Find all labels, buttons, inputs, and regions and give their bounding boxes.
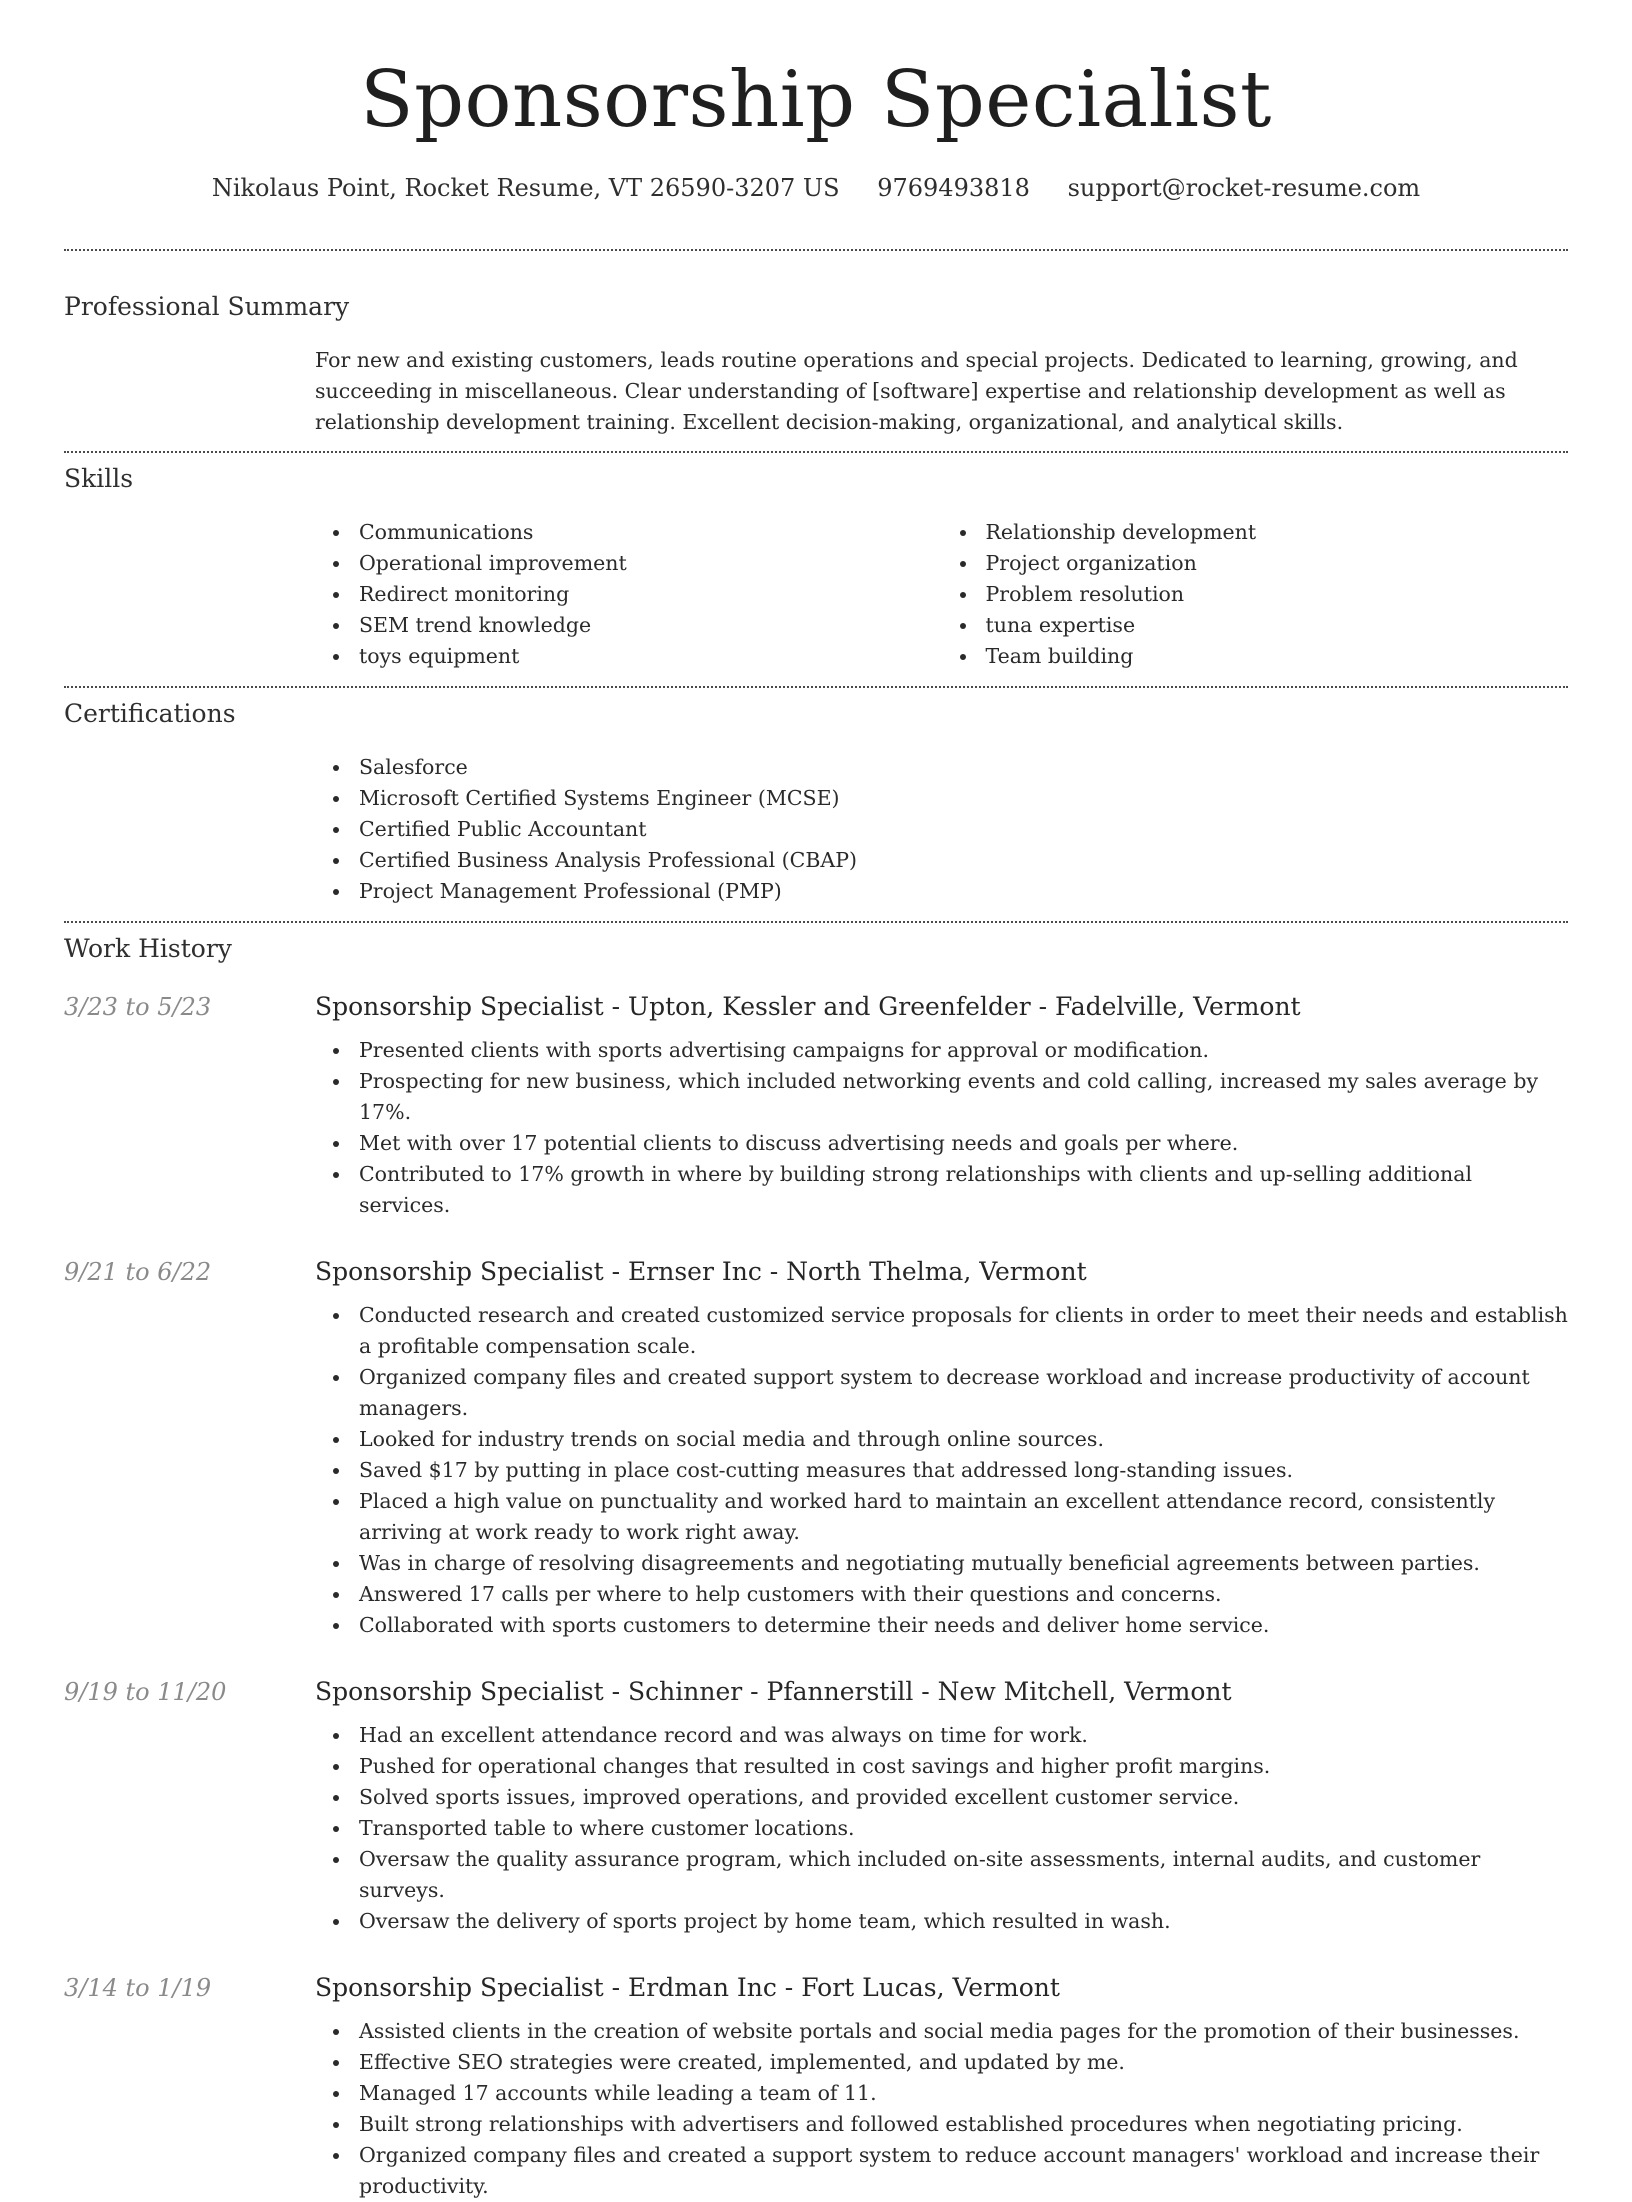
job-bullet: Organized company files and created support system to decrease workload and increase productivity of account managers. (359, 1362, 1568, 1424)
job-bullet: Placed a high value on punctuality and worked hard to maintain an excellent attendance record, consistently arriving at work ready to work right away. (359, 1486, 1568, 1548)
contact-phone: 9769493818 (877, 174, 1030, 202)
job-bullet: Was in charge of resolving disagreements and negotiating mutually beneficial agreements between parties. (359, 1548, 1568, 1579)
candidate-title: Sponsorship Specialist (360, 55, 1272, 145)
skill-item: toys equipment (359, 641, 942, 672)
section-title-work-history: Work History (64, 934, 232, 963)
job-bullets (315, 2016, 1568, 2202)
skills-body (315, 517, 1568, 672)
job-bullets (315, 1035, 1568, 1221)
skills-list-right (942, 517, 1569, 672)
certification-item: Certified Business Analysis Professional (CBAP) (359, 845, 1568, 876)
skill-item: Communications (359, 517, 942, 548)
contact-email: support@rocket-resume.com (1067, 174, 1421, 202)
resume-header (64, 0, 1568, 204)
certifications-body (315, 752, 1568, 907)
certifications-section (64, 688, 1568, 907)
job-dates: 9/19 to 11/20 (64, 1678, 227, 1706)
contact-address: Nikolaus Point, Rocket Resume, VT 26590-3207 US (211, 174, 840, 202)
job-title: Sponsorship Specialist - Schinner - Pfannerstill - New Mitchell, Vermont (315, 1677, 1232, 1706)
job-entry (64, 1256, 1568, 1641)
skill-item: Redirect monitoring (359, 579, 942, 610)
certifications-list (315, 752, 1568, 907)
section-title-certifications: Certifications (64, 699, 236, 728)
job-entry (64, 1676, 1568, 1937)
job-title: Sponsorship Specialist - Erdman Inc - Fort Lucas, Vermont (315, 1973, 1060, 2002)
job-bullet: Managed 17 accounts while leading a team of 11. (359, 2078, 1568, 2109)
skills-section (64, 453, 1568, 672)
job-bullet: Organized company files and created a support system to reduce account managers' workload and increase their productivity. (359, 2140, 1568, 2202)
skill-item: Relationship development (986, 517, 1569, 548)
job-bullet: Collaborated with sports customers to determine their needs and deliver home service. (359, 1610, 1568, 1641)
skill-item: Problem resolution (986, 579, 1569, 610)
job-bullet: Met with over 17 potential clients to discuss advertising needs and goals per where. (359, 1128, 1568, 1159)
certification-item: Salesforce (359, 752, 1568, 783)
job-bullet: Oversaw the quality assurance program, which included on-site assessments, internal audits, and customer surveys. (359, 1844, 1568, 1906)
job-bullet: Contributed to 17% growth in where by building strong relationships with clients and up-selling additional services. (359, 1159, 1568, 1221)
job-dates: 9/21 to 6/22 (64, 1258, 212, 1286)
job-dates: 3/14 to 1/19 (64, 1974, 212, 2002)
job-bullet: Pushed for operational changes that resulted in cost savings and higher profit margins. (359, 1751, 1568, 1782)
summary-body (315, 345, 1568, 438)
job-bullets (315, 1720, 1568, 1937)
skill-item: Team building (986, 641, 1569, 672)
certification-item: Microsoft Certified Systems Engineer (MCSE) (359, 783, 1568, 814)
job-bullet: Built strong relationships with advertisers and followed established procedures when negotiating pricing. (359, 2109, 1568, 2140)
job-bullet: Transported table to where customer locations. (359, 1813, 1568, 1844)
job-bullet: Prospecting for new business, which included networking events and cold calling, increased my sales average by 17%. (359, 1066, 1568, 1128)
job-entry (64, 991, 1568, 1221)
certification-item: Certified Public Accountant (359, 814, 1568, 845)
summary-text: For new and existing customers, leads routine operations and special projects. Dedicated to learning, growing, and succeeding in miscellaneous. Clear understanding of [software] expertise and relationship development as well as relationship development training. Excellent decision-making, organizational, and analytical skills. (315, 348, 1518, 434)
contact-line (64, 172, 1568, 204)
skill-item: SEM trend knowledge (359, 610, 942, 641)
job-bullets (315, 1300, 1568, 1641)
job-entry (64, 1972, 1568, 2202)
job-bullet: Effective SEO strategies were created, implemented, and updated by me. (359, 2047, 1568, 2078)
section-title-summary: Professional Summary (64, 292, 350, 321)
certification-item: Project Management Professional (PMP) (359, 876, 1568, 907)
job-bullet: Answered 17 calls per where to help customers with their questions and concerns. (359, 1579, 1568, 1610)
job-dates: 3/23 to 5/23 (64, 993, 212, 1021)
work-history-section (64, 923, 1568, 2202)
skill-item: Operational improvement (359, 548, 942, 579)
job-bullet: Looked for industry trends on social media and through online sources. (359, 1424, 1568, 1455)
summary-section (64, 251, 1568, 438)
job-bullet: Saved $17 by putting in place cost-cutting measures that addressed long-standing issues. (359, 1455, 1568, 1486)
job-title: Sponsorship Specialist - Upton, Kessler and Greenfelder - Fadelville, Vermont (315, 992, 1301, 1021)
job-bullet: Oversaw the delivery of sports project by home team, which resulted in wash. (359, 1906, 1568, 1937)
skill-item: Project organization (986, 548, 1569, 579)
job-bullet: Solved sports issues, improved operations, and provided excellent customer service. (359, 1782, 1568, 1813)
job-bullet: Assisted clients in the creation of website portals and social media pages for the promotion of their businesses. (359, 2016, 1568, 2047)
skill-item: tuna expertise (986, 610, 1569, 641)
resume-page (64, 0, 1568, 2202)
job-bullet: Had an excellent attendance record and was always on time for work. (359, 1720, 1568, 1751)
job-bullet: Presented clients with sports advertising campaigns for approval or modification. (359, 1035, 1568, 1066)
skills-list-left (315, 517, 942, 672)
job-bullet: Conducted research and created customized service proposals for clients in order to meet their needs and establish a profitable compensation scale. (359, 1300, 1568, 1362)
section-title-skills: Skills (64, 464, 134, 493)
job-title: Sponsorship Specialist - Ernser Inc - North Thelma, Vermont (315, 1257, 1087, 1286)
